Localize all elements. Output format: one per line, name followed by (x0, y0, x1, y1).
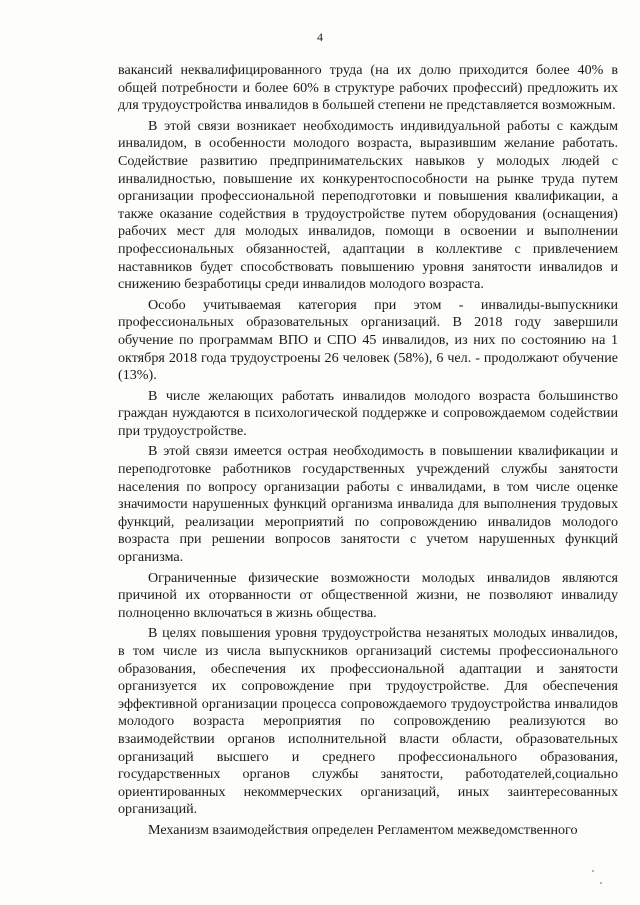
page-number: 4 (317, 30, 323, 44)
paragraph: В этой связи имеется острая необходимость в повышении квалификации и переподготовке работников государственных учреждений службы занятости населения по вопросу организации работы с инвалидами, в том числе оценке значимости нарушенных функций организма инвалида для выполнения трудовых функций, реализации мероприятий по сопровождению инвалидов молодого возраста при решении вопросов занятости с учетом нарушенных функций организма. (118, 443, 618, 566)
paragraph: Особо учитываемая категория при этом - инвалиды-выпускники профессиональных образовательных организаций. В 2018 году завершили обучение по программам ВПО и СПО 45 инвалидов, из них по состоянию на 1 октября 2018 года трудоустроены 26 человек (58%), 6 чел. - продолжают обучение (13%). (118, 296, 618, 384)
paragraph-continued: вакансий неквалифицированного труда (на их долю приходится более 40% в общей потребности и более 60% в структуре рабочих профессий) предложить их для трудоустройства инвалидов в большей степени не представляется возможным. (118, 62, 618, 114)
scan-speck (592, 870, 594, 872)
paragraph: В целях повышения уровня трудоустройства незанятых молодых инвалидов, в том числе из числа выпускников организаций системы профессионального образования, обеспечения их профессиональной адаптации и занятости организуется их сопровождение при трудоустройстве. Для обеспечения эффективной организации процесса сопровождаемого трудоустройства инвалидов молодого возраста мероприятия по сопровождению реализуются во взаимодействии органов исполнительной власти области, образовательных организаций высшего и среднего профессионального образования, государственных органов службы занятости, работодателей,социально ориентированных некоммерческих организаций, иных заинтересованных организаций. (118, 625, 618, 818)
paragraph: В этой связи возникает необходимость индивидуальной работы с каждым инвалидом, в особенности молодого возраста, выразившим желание работать. Содействие развитию предпринимательских навыков у молодых людей с инвалидностью, повышение их конкурентоспособности на рынке труда путем организации профессиональной переподготовки и повышения квалификации, а также оказание содействия в трудоустройстве путем оборудования (оснащения) рабочих мест для молодых инвалидов, помощи в освоении и выполнении профессиональных обязанностей, адаптации в коллективе с привлечением наставников будет способствовать повышению уровня занятости инвалидов и снижению безработицы среди инвалидов молодого возраста. (118, 117, 618, 293)
paragraph: В числе желающих работать инвалидов молодого возраста большинство граждан нуждаются в психологической поддержке и сопровождаемом содействии при трудоустройстве. (118, 387, 618, 439)
paragraph: Ограниченные физические возможности молодых инвалидов являются причиной их оторванности от общественной жизни, не позволяют инвалиду полноценно включаться в жизнь общества. (118, 569, 618, 621)
paragraph-truncated: Механизм взаимодействия определен Регламентом межведомственного (148, 821, 578, 838)
scan-speck (600, 882, 602, 884)
body-text (118, 62, 618, 843)
